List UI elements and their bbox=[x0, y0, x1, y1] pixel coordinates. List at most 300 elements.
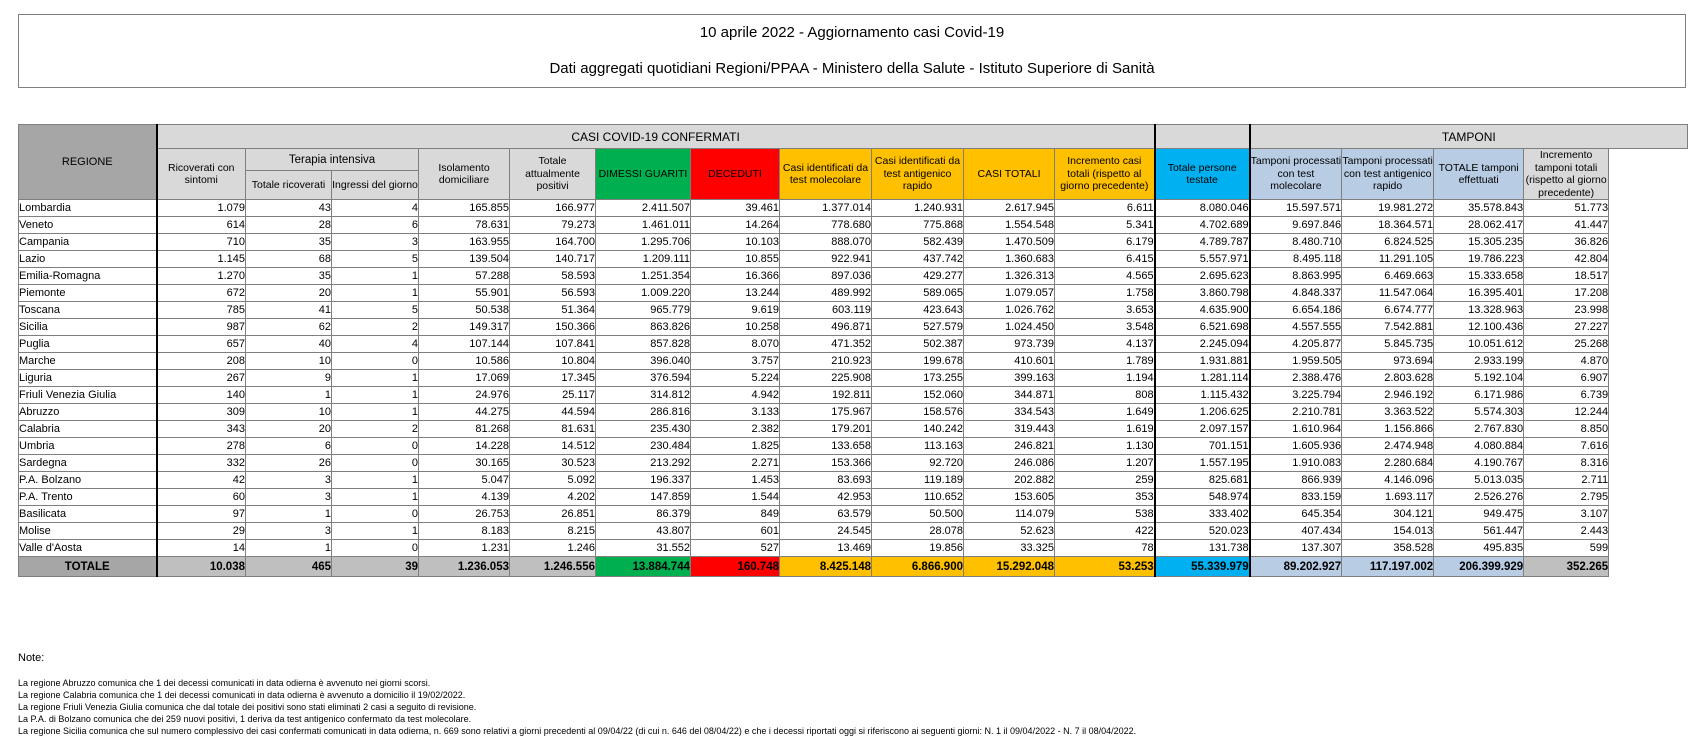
cell-casi-totali: 1.470.509 bbox=[964, 234, 1055, 251]
cell-regione: Toscana bbox=[19, 302, 157, 319]
report-title-secondary: Dati aggregati quotidiani Regioni/PPAA - Ministero della Salute - Istituto Superiore di Sanità bbox=[549, 60, 1155, 77]
cell-casi-totali: 1.360.683 bbox=[964, 251, 1055, 268]
cell-tamponi-totale: 13.328.963 bbox=[1434, 302, 1524, 319]
cell-ti-totale: 43 bbox=[246, 200, 332, 217]
table-row bbox=[19, 540, 1688, 557]
cell-ricoverati-sintomi: 785 bbox=[157, 302, 246, 319]
cell-incremento-casi: 1.649 bbox=[1055, 404, 1155, 421]
cell-tamponi-antigenico: 973.694 bbox=[1342, 353, 1434, 370]
cell-dimessi: 857.828 bbox=[596, 336, 691, 353]
cell-molecolare: 133.658 bbox=[780, 438, 872, 455]
cell-tamponi-antigenico: 7.542.881 bbox=[1342, 319, 1434, 336]
cell-dimessi: 1.295.706 bbox=[596, 234, 691, 251]
cell-persone-testate: 131.738 bbox=[1155, 540, 1250, 557]
cell-tamponi-antigenico: 5.845.735 bbox=[1342, 336, 1434, 353]
cell-deceduti: 9.619 bbox=[691, 302, 780, 319]
cell-ti-totale: 68 bbox=[246, 251, 332, 268]
cell-regione: Sicilia bbox=[19, 319, 157, 336]
cell-casi-totali: 33.325 bbox=[964, 540, 1055, 557]
cell-ricoverati-sintomi: 1.079 bbox=[157, 200, 246, 217]
cell-casi-totali: 2.617.945 bbox=[964, 200, 1055, 217]
cell-antigenico: 775.868 bbox=[872, 217, 964, 234]
cell-deceduti: 14.264 bbox=[691, 217, 780, 234]
cell-attualmente-positivi: 25.117 bbox=[510, 387, 596, 404]
cell-tamponi-antigenico: 117.197.002 bbox=[1342, 557, 1434, 577]
col-header-casi-molecolare: Casi identificati da test molecolare bbox=[780, 149, 872, 200]
cell-incremento-tamponi: 8.316 bbox=[1524, 455, 1609, 472]
col-header-ingressi-giorno: Ingressi del giorno bbox=[332, 171, 419, 200]
cell-isolamento: 8.183 bbox=[419, 523, 510, 540]
cell-casi-totali: 246.086 bbox=[964, 455, 1055, 472]
cell-incremento-tamponi: 3.107 bbox=[1524, 506, 1609, 523]
table-row bbox=[19, 268, 1688, 285]
cell-ricoverati-sintomi: 343 bbox=[157, 421, 246, 438]
cell-tamponi-totale: 5.013.035 bbox=[1434, 472, 1524, 489]
cell-ti-totale: 28 bbox=[246, 217, 332, 234]
cell-tamponi-antigenico: 19.981.272 bbox=[1342, 200, 1434, 217]
cell-ti-totale: 465 bbox=[246, 557, 332, 577]
cell-dimessi: 13.884.744 bbox=[596, 557, 691, 577]
cell-isolamento: 149.317 bbox=[419, 319, 510, 336]
cell-attualmente-positivi: 44.594 bbox=[510, 404, 596, 421]
header-row-subgroups bbox=[19, 149, 1688, 171]
cell-regione: Emilia-Romagna bbox=[19, 268, 157, 285]
cell-deceduti: 16.366 bbox=[691, 268, 780, 285]
cell-molecolare: 489.992 bbox=[780, 285, 872, 302]
table-row bbox=[19, 319, 1688, 336]
notes-section bbox=[18, 652, 1688, 737]
cell-ti-ingressi: 1 bbox=[332, 268, 419, 285]
cell-ti-ingressi: 0 bbox=[332, 506, 419, 523]
cell-dimessi: 1.461.011 bbox=[596, 217, 691, 234]
cell-tamponi-antigenico: 4.146.096 bbox=[1342, 472, 1434, 489]
notes-title: Note: bbox=[18, 652, 45, 664]
col-header-tamponi-antigenico: Tamponi processati con test antigenico rapido bbox=[1342, 149, 1434, 200]
cell-ti-ingressi: 2 bbox=[332, 421, 419, 438]
group-header-spacer bbox=[1155, 125, 1250, 149]
cell-regione: Calabria bbox=[19, 421, 157, 438]
cell-antigenico: 113.163 bbox=[872, 438, 964, 455]
cell-dimessi: 965.779 bbox=[596, 302, 691, 319]
table-row bbox=[19, 370, 1688, 387]
cell-ti-totale: 35 bbox=[246, 268, 332, 285]
col-header-casi-antigenico: Casi identificati da test antigenico rapido bbox=[872, 149, 964, 200]
table-row bbox=[19, 217, 1688, 234]
cell-molecolare: 225.908 bbox=[780, 370, 872, 387]
cell-ti-ingressi: 39 bbox=[332, 557, 419, 577]
cell-tamponi-totale: 495.835 bbox=[1434, 540, 1524, 557]
cell-deceduti: 1.544 bbox=[691, 489, 780, 506]
cell-ti-totale: 1 bbox=[246, 540, 332, 557]
cell-antigenico: 502.387 bbox=[872, 336, 964, 353]
cell-incremento-tamponi: 51.773 bbox=[1524, 200, 1609, 217]
cell-isolamento: 10.586 bbox=[419, 353, 510, 370]
cell-casi-totali: 410.601 bbox=[964, 353, 1055, 370]
cell-ricoverati-sintomi: 140 bbox=[157, 387, 246, 404]
cell-tamponi-molecolare: 833.159 bbox=[1250, 489, 1342, 506]
cell-tamponi-molecolare: 1.959.505 bbox=[1250, 353, 1342, 370]
cell-molecolare: 1.377.014 bbox=[780, 200, 872, 217]
cell-isolamento: 24.976 bbox=[419, 387, 510, 404]
cell-ti-totale: 1 bbox=[246, 387, 332, 404]
cell-dimessi: 396.040 bbox=[596, 353, 691, 370]
cell-deceduti: 527 bbox=[691, 540, 780, 557]
cell-molecolare: 63.579 bbox=[780, 506, 872, 523]
cell-antigenico: 423.643 bbox=[872, 302, 964, 319]
cell-deceduti: 160.748 bbox=[691, 557, 780, 577]
cell-dimessi: 286.816 bbox=[596, 404, 691, 421]
cell-isolamento: 139.504 bbox=[419, 251, 510, 268]
cell-deceduti: 10.103 bbox=[691, 234, 780, 251]
cell-tamponi-totale: 15.333.658 bbox=[1434, 268, 1524, 285]
cell-incremento-tamponi: 41.447 bbox=[1524, 217, 1609, 234]
cell-tamponi-molecolare: 89.202.927 bbox=[1250, 557, 1342, 577]
cell-dimessi: 230.484 bbox=[596, 438, 691, 455]
cell-ti-totale: 6 bbox=[246, 438, 332, 455]
cell-antigenico: 110.652 bbox=[872, 489, 964, 506]
table-body bbox=[19, 200, 1688, 577]
cell-incremento-casi: 4.565 bbox=[1055, 268, 1155, 285]
cell-incremento-casi: 1.207 bbox=[1055, 455, 1155, 472]
cell-molecolare: 496.871 bbox=[780, 319, 872, 336]
cell-tamponi-molecolare: 407.434 bbox=[1250, 523, 1342, 540]
cell-attualmente-positivi: 1.246.556 bbox=[510, 557, 596, 577]
cell-persone-testate: 1.206.625 bbox=[1155, 404, 1250, 421]
cell-persone-testate: 6.521.698 bbox=[1155, 319, 1250, 336]
cell-ti-ingressi: 6 bbox=[332, 217, 419, 234]
col-header-casi-totali: CASI TOTALI bbox=[964, 149, 1055, 200]
col-header-ricoverati-sintomi: Ricoverati con sintomi bbox=[157, 149, 246, 200]
cell-ricoverati-sintomi: 267 bbox=[157, 370, 246, 387]
cell-persone-testate: 2.245.094 bbox=[1155, 336, 1250, 353]
note-line: La regione Abruzzo comunica che 1 dei decessi comunicati in data odierna è avvenuto nei giorni scorsi. bbox=[18, 678, 431, 688]
table-row bbox=[19, 421, 1688, 438]
cell-deceduti: 601 bbox=[691, 523, 780, 540]
report-title-primary: 10 aprile 2022 - Aggiornamento casi Covid-19 bbox=[699, 24, 1005, 41]
cell-regione: Molise bbox=[19, 523, 157, 540]
cell-incremento-tamponi: 42.804 bbox=[1524, 251, 1609, 268]
cell-tamponi-antigenico: 2.280.684 bbox=[1342, 455, 1434, 472]
cell-ricoverati-sintomi: 42 bbox=[157, 472, 246, 489]
col-header-totale-tamponi: TOTALE tamponi effettuati bbox=[1434, 149, 1524, 200]
cell-deceduti: 10.258 bbox=[691, 319, 780, 336]
cell-attualmente-positivi: 5.092 bbox=[510, 472, 596, 489]
cell-incremento-tamponi: 2.711 bbox=[1524, 472, 1609, 489]
cell-regione: Lombardia bbox=[19, 200, 157, 217]
cell-attualmente-positivi: 56.593 bbox=[510, 285, 596, 302]
cell-ti-totale: 40 bbox=[246, 336, 332, 353]
cell-ti-totale: 9 bbox=[246, 370, 332, 387]
cell-ti-totale: 35 bbox=[246, 234, 332, 251]
cell-tamponi-antigenico: 11.291.105 bbox=[1342, 251, 1434, 268]
table-row bbox=[19, 472, 1688, 489]
cell-casi-totali: 202.882 bbox=[964, 472, 1055, 489]
cell-incremento-casi: 259 bbox=[1055, 472, 1155, 489]
cell-tamponi-antigenico: 1.693.117 bbox=[1342, 489, 1434, 506]
table-row bbox=[19, 336, 1688, 353]
cell-molecolare: 192.811 bbox=[780, 387, 872, 404]
cell-ti-ingressi: 1 bbox=[332, 370, 419, 387]
cell-antigenico: 1.240.931 bbox=[872, 200, 964, 217]
cell-deceduti: 3.757 bbox=[691, 353, 780, 370]
report-title-box bbox=[18, 14, 1686, 88]
cell-molecolare: 83.693 bbox=[780, 472, 872, 489]
cell-dimessi: 863.826 bbox=[596, 319, 691, 336]
cell-ti-ingressi: 0 bbox=[332, 438, 419, 455]
cell-casi-totali: 334.543 bbox=[964, 404, 1055, 421]
col-header-totale-ricoverati: Totale ricoverati bbox=[246, 171, 332, 200]
cell-tamponi-antigenico: 3.363.522 bbox=[1342, 404, 1434, 421]
cell-ti-ingressi: 1 bbox=[332, 404, 419, 421]
cell-isolamento: 5.047 bbox=[419, 472, 510, 489]
cell-isolamento: 44.275 bbox=[419, 404, 510, 421]
cell-ti-ingressi: 0 bbox=[332, 455, 419, 472]
cell-ti-totale: 41 bbox=[246, 302, 332, 319]
cell-incremento-casi: 422 bbox=[1055, 523, 1155, 540]
cell-incremento-tamponi: 23.998 bbox=[1524, 302, 1609, 319]
cell-tamponi-totale: 35.578.843 bbox=[1434, 200, 1524, 217]
cell-tamponi-antigenico: 358.528 bbox=[1342, 540, 1434, 557]
cell-antigenico: 140.242 bbox=[872, 421, 964, 438]
table-row bbox=[19, 438, 1688, 455]
cell-regione: Liguria bbox=[19, 370, 157, 387]
cell-regione: Friuli Venezia Giulia bbox=[19, 387, 157, 404]
cell-isolamento: 78.631 bbox=[419, 217, 510, 234]
cell-ti-totale: 1 bbox=[246, 506, 332, 523]
cell-tamponi-totale: 561.447 bbox=[1434, 523, 1524, 540]
cell-antigenico: 582.439 bbox=[872, 234, 964, 251]
cell-persone-testate: 8.080.046 bbox=[1155, 200, 1250, 217]
cell-tamponi-antigenico: 6.824.525 bbox=[1342, 234, 1434, 251]
cell-ti-ingressi: 1 bbox=[332, 472, 419, 489]
cell-regione: P.A. Trento bbox=[19, 489, 157, 506]
cell-deceduti: 3.133 bbox=[691, 404, 780, 421]
cell-incremento-casi: 808 bbox=[1055, 387, 1155, 404]
cell-attualmente-positivi: 107.841 bbox=[510, 336, 596, 353]
cell-dimessi: 1.209.111 bbox=[596, 251, 691, 268]
table-row bbox=[19, 523, 1688, 540]
cell-antigenico: 92.720 bbox=[872, 455, 964, 472]
cell-tamponi-totale: 4.190.767 bbox=[1434, 455, 1524, 472]
cell-regione: Umbria bbox=[19, 438, 157, 455]
cell-incremento-tamponi: 7.616 bbox=[1524, 438, 1609, 455]
cell-deceduti: 1.825 bbox=[691, 438, 780, 455]
cell-tamponi-molecolare: 15.597.571 bbox=[1250, 200, 1342, 217]
table-row bbox=[19, 506, 1688, 523]
cell-tamponi-molecolare: 137.307 bbox=[1250, 540, 1342, 557]
cell-ti-ingressi: 1 bbox=[332, 523, 419, 540]
covid-data-table bbox=[18, 124, 1688, 577]
cell-persone-testate: 4.635.900 bbox=[1155, 302, 1250, 319]
cell-ti-ingressi: 4 bbox=[332, 200, 419, 217]
cell-tamponi-antigenico: 11.547.064 bbox=[1342, 285, 1434, 302]
cell-casi-totali: 973.739 bbox=[964, 336, 1055, 353]
cell-tamponi-molecolare: 4.848.337 bbox=[1250, 285, 1342, 302]
col-header-regione: REGIONE bbox=[19, 125, 157, 200]
cell-persone-testate: 55.339.979 bbox=[1155, 557, 1250, 577]
cell-deceduti: 1.453 bbox=[691, 472, 780, 489]
cell-attualmente-positivi: 26.851 bbox=[510, 506, 596, 523]
cell-tamponi-totale: 2.933.199 bbox=[1434, 353, 1524, 370]
cell-persone-testate: 4.702.689 bbox=[1155, 217, 1250, 234]
note-line: La regione Sicilia comunica che sul numero complessivo dei casi confermati comunicati in data odierna, n. 669 sono relativi a giorni precedenti al 09/04/22 (di cui n. 646 del 08/04/22) e che i decessi riportati oggi si riferiscono ai seguenti giorni: N. 1 il 09/04/2022 - N. 7 il 08/04/2022. bbox=[18, 726, 1137, 736]
cell-incremento-tamponi: 6.907 bbox=[1524, 370, 1609, 387]
cell-tamponi-molecolare: 866.939 bbox=[1250, 472, 1342, 489]
cell-deceduti: 10.855 bbox=[691, 251, 780, 268]
cell-attualmente-positivi: 4.202 bbox=[510, 489, 596, 506]
cell-casi-totali: 1.554.548 bbox=[964, 217, 1055, 234]
cell-ricoverati-sintomi: 1.270 bbox=[157, 268, 246, 285]
cell-ricoverati-sintomi: 987 bbox=[157, 319, 246, 336]
cell-deceduti: 849 bbox=[691, 506, 780, 523]
cell-isolamento: 1.236.053 bbox=[419, 557, 510, 577]
cell-tamponi-totale: 4.080.884 bbox=[1434, 438, 1524, 455]
col-header-dimessi-guariti: DIMESSI GUARITI bbox=[596, 149, 691, 200]
cell-attualmente-positivi: 58.593 bbox=[510, 268, 596, 285]
cell-incremento-casi: 1.194 bbox=[1055, 370, 1155, 387]
note-line: La regione Calabria comunica che 1 dei decessi comunicati in data odierna è avvenuto a domicilio il 19/02/2022. bbox=[18, 690, 466, 700]
cell-molecolare: 24.545 bbox=[780, 523, 872, 540]
cell-attualmente-positivi: 81.631 bbox=[510, 421, 596, 438]
cell-tamponi-antigenico: 2.803.628 bbox=[1342, 370, 1434, 387]
cell-molecolare: 471.352 bbox=[780, 336, 872, 353]
cell-casi-totali: 399.163 bbox=[964, 370, 1055, 387]
table-row bbox=[19, 200, 1688, 217]
cell-incremento-tamponi: 6.739 bbox=[1524, 387, 1609, 404]
cell-molecolare: 42.953 bbox=[780, 489, 872, 506]
cell-casi-totali: 114.079 bbox=[964, 506, 1055, 523]
cell-regione: Lazio bbox=[19, 251, 157, 268]
cell-isolamento: 1.231 bbox=[419, 540, 510, 557]
cell-molecolare: 778.680 bbox=[780, 217, 872, 234]
cell-persone-testate: 520.023 bbox=[1155, 523, 1250, 540]
cell-ti-ingressi: 0 bbox=[332, 540, 419, 557]
cell-dimessi: 1.251.354 bbox=[596, 268, 691, 285]
cell-ricoverati-sintomi: 208 bbox=[157, 353, 246, 370]
cell-persone-testate: 1.931.881 bbox=[1155, 353, 1250, 370]
cell-regione: P.A. Bolzano bbox=[19, 472, 157, 489]
cell-ti-totale: 26 bbox=[246, 455, 332, 472]
cell-antigenico: 119.189 bbox=[872, 472, 964, 489]
header-row-groups bbox=[19, 125, 1688, 149]
cell-tamponi-totale: 2.767.830 bbox=[1434, 421, 1524, 438]
cell-tamponi-molecolare: 4.205.877 bbox=[1250, 336, 1342, 353]
cell-ricoverati-sintomi: 614 bbox=[157, 217, 246, 234]
cell-ti-totale: 3 bbox=[246, 472, 332, 489]
cell-persone-testate: 1.557.195 bbox=[1155, 455, 1250, 472]
cell-tamponi-totale: 2.526.276 bbox=[1434, 489, 1524, 506]
cell-incremento-tamponi: 36.826 bbox=[1524, 234, 1609, 251]
cell-antigenico: 589.065 bbox=[872, 285, 964, 302]
cell-isolamento: 81.268 bbox=[419, 421, 510, 438]
cell-regione: Sardegna bbox=[19, 455, 157, 472]
cell-molecolare: 210.923 bbox=[780, 353, 872, 370]
cell-incremento-tamponi: 27.227 bbox=[1524, 319, 1609, 336]
cell-incremento-casi: 1.758 bbox=[1055, 285, 1155, 302]
cell-regione: Marche bbox=[19, 353, 157, 370]
cell-incremento-tamponi: 8.850 bbox=[1524, 421, 1609, 438]
cell-tamponi-molecolare: 8.480.710 bbox=[1250, 234, 1342, 251]
cell-incremento-tamponi: 12.244 bbox=[1524, 404, 1609, 421]
cell-tamponi-molecolare: 2.210.781 bbox=[1250, 404, 1342, 421]
cell-persone-testate: 1.115.432 bbox=[1155, 387, 1250, 404]
cell-regione: Puglia bbox=[19, 336, 157, 353]
cell-isolamento: 55.901 bbox=[419, 285, 510, 302]
col-header-incremento-casi-totali: Incremento casi totali (rispetto al giorno precedente) bbox=[1055, 149, 1155, 200]
cell-persone-testate: 701.151 bbox=[1155, 438, 1250, 455]
cell-casi-totali: 1.326.313 bbox=[964, 268, 1055, 285]
cell-antigenico: 527.579 bbox=[872, 319, 964, 336]
cell-deceduti: 39.461 bbox=[691, 200, 780, 217]
cell-tamponi-molecolare: 6.654.186 bbox=[1250, 302, 1342, 319]
col-header-totale-persone-testate: Totale persone testate bbox=[1155, 149, 1250, 200]
cell-attualmente-positivi: 150.366 bbox=[510, 319, 596, 336]
cell-casi-totali: 319.443 bbox=[964, 421, 1055, 438]
cell-casi-totali: 15.292.048 bbox=[964, 557, 1055, 577]
cell-tamponi-molecolare: 1.610.964 bbox=[1250, 421, 1342, 438]
cell-incremento-casi: 6.179 bbox=[1055, 234, 1155, 251]
cell-molecolare: 922.941 bbox=[780, 251, 872, 268]
cell-tamponi-molecolare: 4.557.555 bbox=[1250, 319, 1342, 336]
col-header-tamponi-molecolare: Tamponi processati con test molecolare bbox=[1250, 149, 1342, 200]
cell-tamponi-antigenico: 2.946.192 bbox=[1342, 387, 1434, 404]
cell-attualmente-positivi: 140.717 bbox=[510, 251, 596, 268]
cell-incremento-casi: 5.341 bbox=[1055, 217, 1155, 234]
cell-ti-totale: 20 bbox=[246, 285, 332, 302]
cell-casi-totali: 1.079.057 bbox=[964, 285, 1055, 302]
cell-tamponi-antigenico: 18.364.571 bbox=[1342, 217, 1434, 234]
cell-molecolare: 897.036 bbox=[780, 268, 872, 285]
cell-antigenico: 429.277 bbox=[872, 268, 964, 285]
col-header-deceduti: DECEDUTI bbox=[691, 149, 780, 200]
cell-incremento-casi: 3.548 bbox=[1055, 319, 1155, 336]
cell-ti-totale: 3 bbox=[246, 489, 332, 506]
cell-attualmente-positivi: 17.345 bbox=[510, 370, 596, 387]
cell-regione: Campania bbox=[19, 234, 157, 251]
cell-dimessi: 196.337 bbox=[596, 472, 691, 489]
cell-ricoverati-sintomi: 1.145 bbox=[157, 251, 246, 268]
cell-ti-ingressi: 1 bbox=[332, 387, 419, 404]
cell-regione: Veneto bbox=[19, 217, 157, 234]
cell-tamponi-molecolare: 8.863.995 bbox=[1250, 268, 1342, 285]
cell-persone-testate: 1.281.114 bbox=[1155, 370, 1250, 387]
cell-ricoverati-sintomi: 14 bbox=[157, 540, 246, 557]
cell-deceduti: 2.382 bbox=[691, 421, 780, 438]
cell-tamponi-antigenico: 1.156.866 bbox=[1342, 421, 1434, 438]
cell-persone-testate: 548.974 bbox=[1155, 489, 1250, 506]
cell-regione: TOTALE bbox=[19, 557, 157, 577]
note-line: La P.A. di Bolzano comunica che dei 259 nuovi positivi, 1 deriva da test antigenico confermato da test molecolare. bbox=[18, 714, 472, 724]
cell-tamponi-totale: 5.192.104 bbox=[1434, 370, 1524, 387]
cell-antigenico: 173.255 bbox=[872, 370, 964, 387]
cell-tamponi-antigenico: 2.474.948 bbox=[1342, 438, 1434, 455]
cell-isolamento: 26.753 bbox=[419, 506, 510, 523]
cell-ti-totale: 10 bbox=[246, 353, 332, 370]
cell-tamponi-antigenico: 6.469.663 bbox=[1342, 268, 1434, 285]
cell-ti-totale: 3 bbox=[246, 523, 332, 540]
col-header-totale-attualmente-positivi: Totale attualmente positivi bbox=[510, 149, 596, 200]
cell-dimessi: 147.859 bbox=[596, 489, 691, 506]
cell-deceduti: 4.942 bbox=[691, 387, 780, 404]
cell-dimessi: 43.807 bbox=[596, 523, 691, 540]
cell-incremento-tamponi: 17.208 bbox=[1524, 285, 1609, 302]
cell-ricoverati-sintomi: 29 bbox=[157, 523, 246, 540]
cell-casi-totali: 1.024.450 bbox=[964, 319, 1055, 336]
cell-incremento-casi: 538 bbox=[1055, 506, 1155, 523]
table-row bbox=[19, 285, 1688, 302]
cell-tamponi-totale: 206.399.929 bbox=[1434, 557, 1524, 577]
cell-antigenico: 158.576 bbox=[872, 404, 964, 421]
